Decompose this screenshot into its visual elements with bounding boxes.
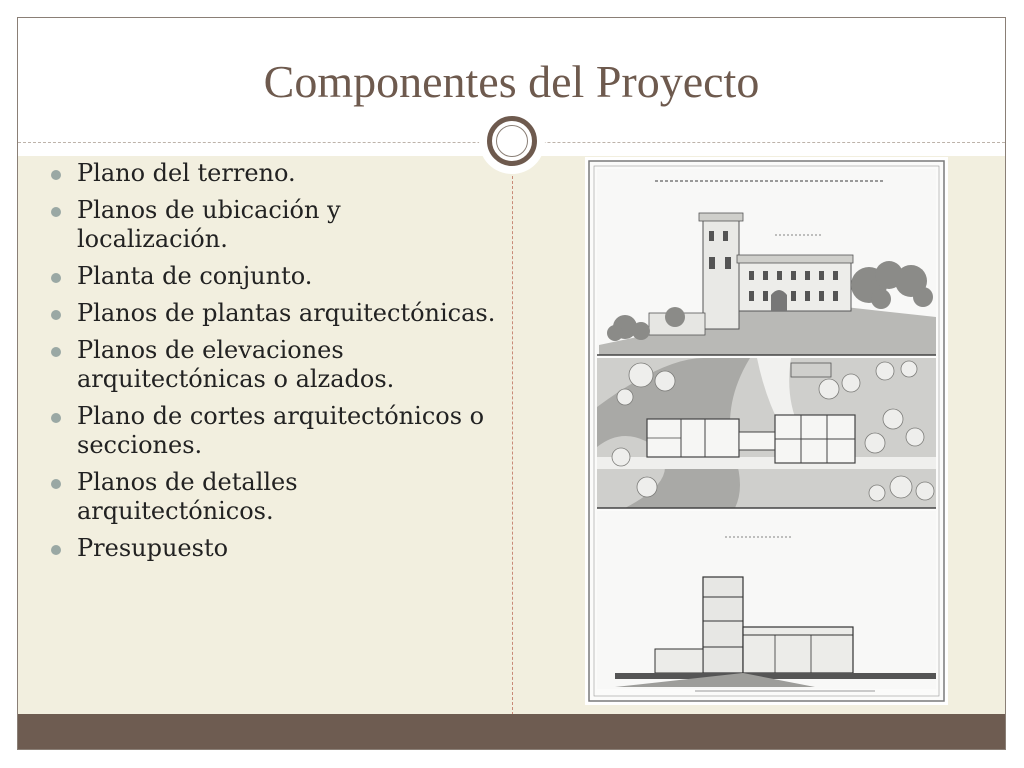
bullet-list [47,159,497,571]
list-item-text: Plano de cortes arquitectónicos o secciones. [77,402,485,459]
bullet-icon [51,413,61,423]
column-divider [512,156,513,715]
bullet-icon [51,273,61,283]
bullet-icon [51,545,61,555]
list-item-text: Planos de elevaciones arquitectónicas o alzados. [77,336,395,393]
bullet-icon [51,310,61,320]
site-plan-drawing [597,358,936,508]
bullet-icon [51,207,61,217]
list-item-text: Planos de ubicación y localización. [77,196,341,253]
list-item [47,196,497,254]
list-item [47,468,497,526]
bullet-icon [51,170,61,180]
list-item [47,159,497,188]
list-item-text: Planta de conjunto. [77,262,313,290]
list-item [47,299,497,328]
list-item-text: Planos de detalles arquitectónicos. [77,468,298,525]
architectural-drawing-image [585,157,948,705]
elevation-drawing [597,169,936,355]
bullet-icon [51,347,61,357]
section-drawing [597,511,936,691]
list-item [47,534,497,563]
footer-bar [18,714,1005,749]
list-item [47,262,497,291]
list-item-text: Plano del terreno. [77,159,296,187]
architectural-drawing [585,157,948,705]
slide [17,17,1006,750]
slide-title: Componentes del Proyecto [263,56,760,107]
list-item-text: Presupuesto [77,534,229,562]
list-item-text: Planos de plantas arquitectónicas. [77,299,496,327]
list-item [47,336,497,394]
bullet-icon [51,479,61,489]
list-item [47,402,497,460]
